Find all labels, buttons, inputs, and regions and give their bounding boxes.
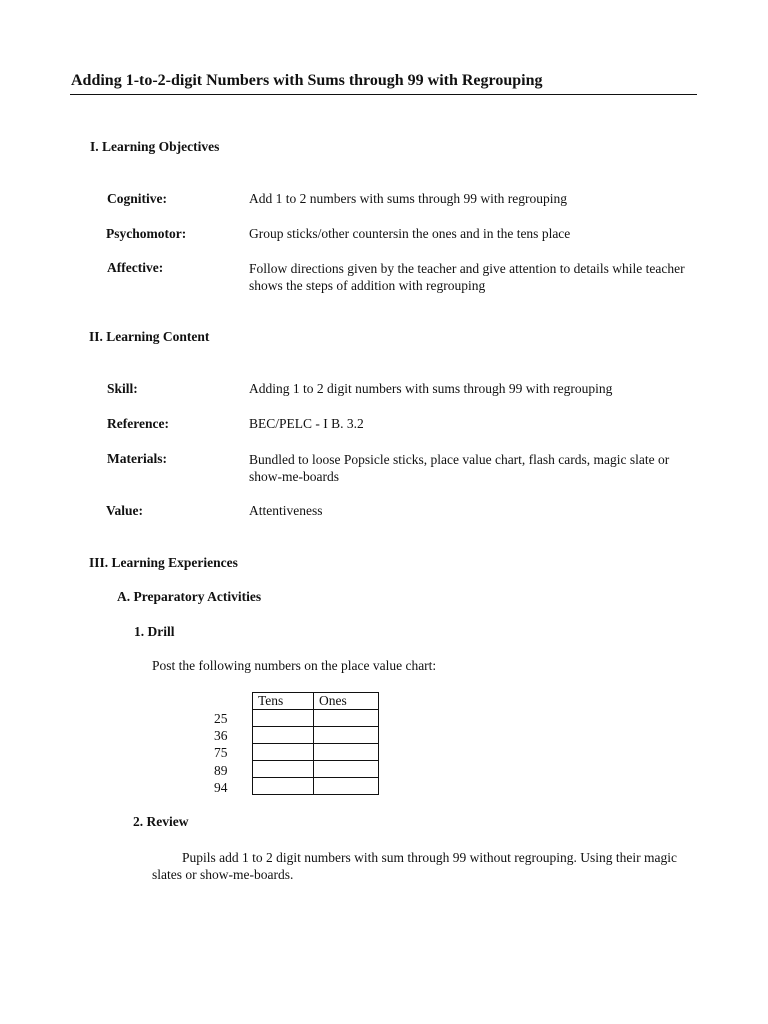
table-row: [253, 727, 379, 744]
drill-number: 75: [214, 745, 228, 760]
title-underline: [70, 94, 697, 95]
tens-cell: [253, 761, 314, 778]
skill-label: Skill:: [107, 381, 138, 396]
reference-text: BEC/PELC - I B. 3.2: [249, 416, 364, 431]
affective-text: Follow directions given by the teacher and give attention to details while teacher shows the steps of addition with regrouping: [249, 261, 685, 293]
ones-cell: [314, 761, 379, 778]
table-row: [253, 744, 379, 761]
page-title: Adding 1-to-2-digit Numbers with Sums through 99 with Regrouping: [71, 72, 543, 89]
cognitive-text: Add 1 to 2 numbers with sums through 99 with regrouping: [249, 191, 567, 206]
tens-cell: [253, 710, 314, 727]
affective-label: Affective:: [107, 260, 164, 275]
table-row: [253, 778, 379, 795]
ones-cell: [314, 710, 379, 727]
drill-heading: 1. Drill: [134, 624, 175, 639]
reference-label: Reference:: [107, 416, 169, 431]
experiences-heading: III. Learning Experiences: [89, 555, 238, 570]
ones-cell: [314, 778, 379, 795]
drill-number: 25: [214, 711, 228, 726]
drill-instruction: Post the following numbers on the place value chart:: [152, 658, 437, 673]
value-text: Attentiveness: [249, 503, 323, 518]
ones-cell: [314, 744, 379, 761]
tens-column-header: Tens: [253, 693, 314, 710]
tens-cell: [253, 778, 314, 795]
ones-column-header: Ones: [314, 693, 379, 710]
materials-label: Materials:: [107, 451, 167, 466]
value-label: Value:: [106, 503, 144, 518]
psychomotor-label: Psychomotor:: [106, 226, 187, 241]
tens-cell: [253, 727, 314, 744]
place-value-chart: [252, 692, 379, 795]
review-text: Pupils add 1 to 2 digit numbers with sum through 99 without regrouping. Using their magic slates or show-me-boards.: [152, 850, 677, 882]
psychomotor-text: Group sticks/other countersin the ones and in the tens place: [249, 226, 571, 241]
content-heading: II. Learning Content: [89, 329, 210, 344]
drill-number: 36: [214, 728, 228, 743]
table-row: [253, 710, 379, 727]
drill-number: 94: [214, 780, 228, 795]
table-header-row: [253, 693, 379, 710]
materials-text: Bundled to loose Popsicle sticks, place value chart, flash cards, magic slate or show-me-boards: [249, 452, 670, 484]
objectives-heading: I. Learning Objectives: [90, 139, 220, 154]
review-heading: 2. Review: [133, 814, 189, 829]
skill-text: Adding 1 to 2 digit numbers with sums through 99 with regrouping: [249, 381, 613, 396]
preparatory-heading: A. Preparatory Activities: [117, 589, 262, 604]
cognitive-label: Cognitive:: [107, 191, 167, 206]
ones-cell: [314, 727, 379, 744]
drill-number: 89: [214, 763, 228, 778]
tens-cell: [253, 744, 314, 761]
table-row: [253, 761, 379, 778]
